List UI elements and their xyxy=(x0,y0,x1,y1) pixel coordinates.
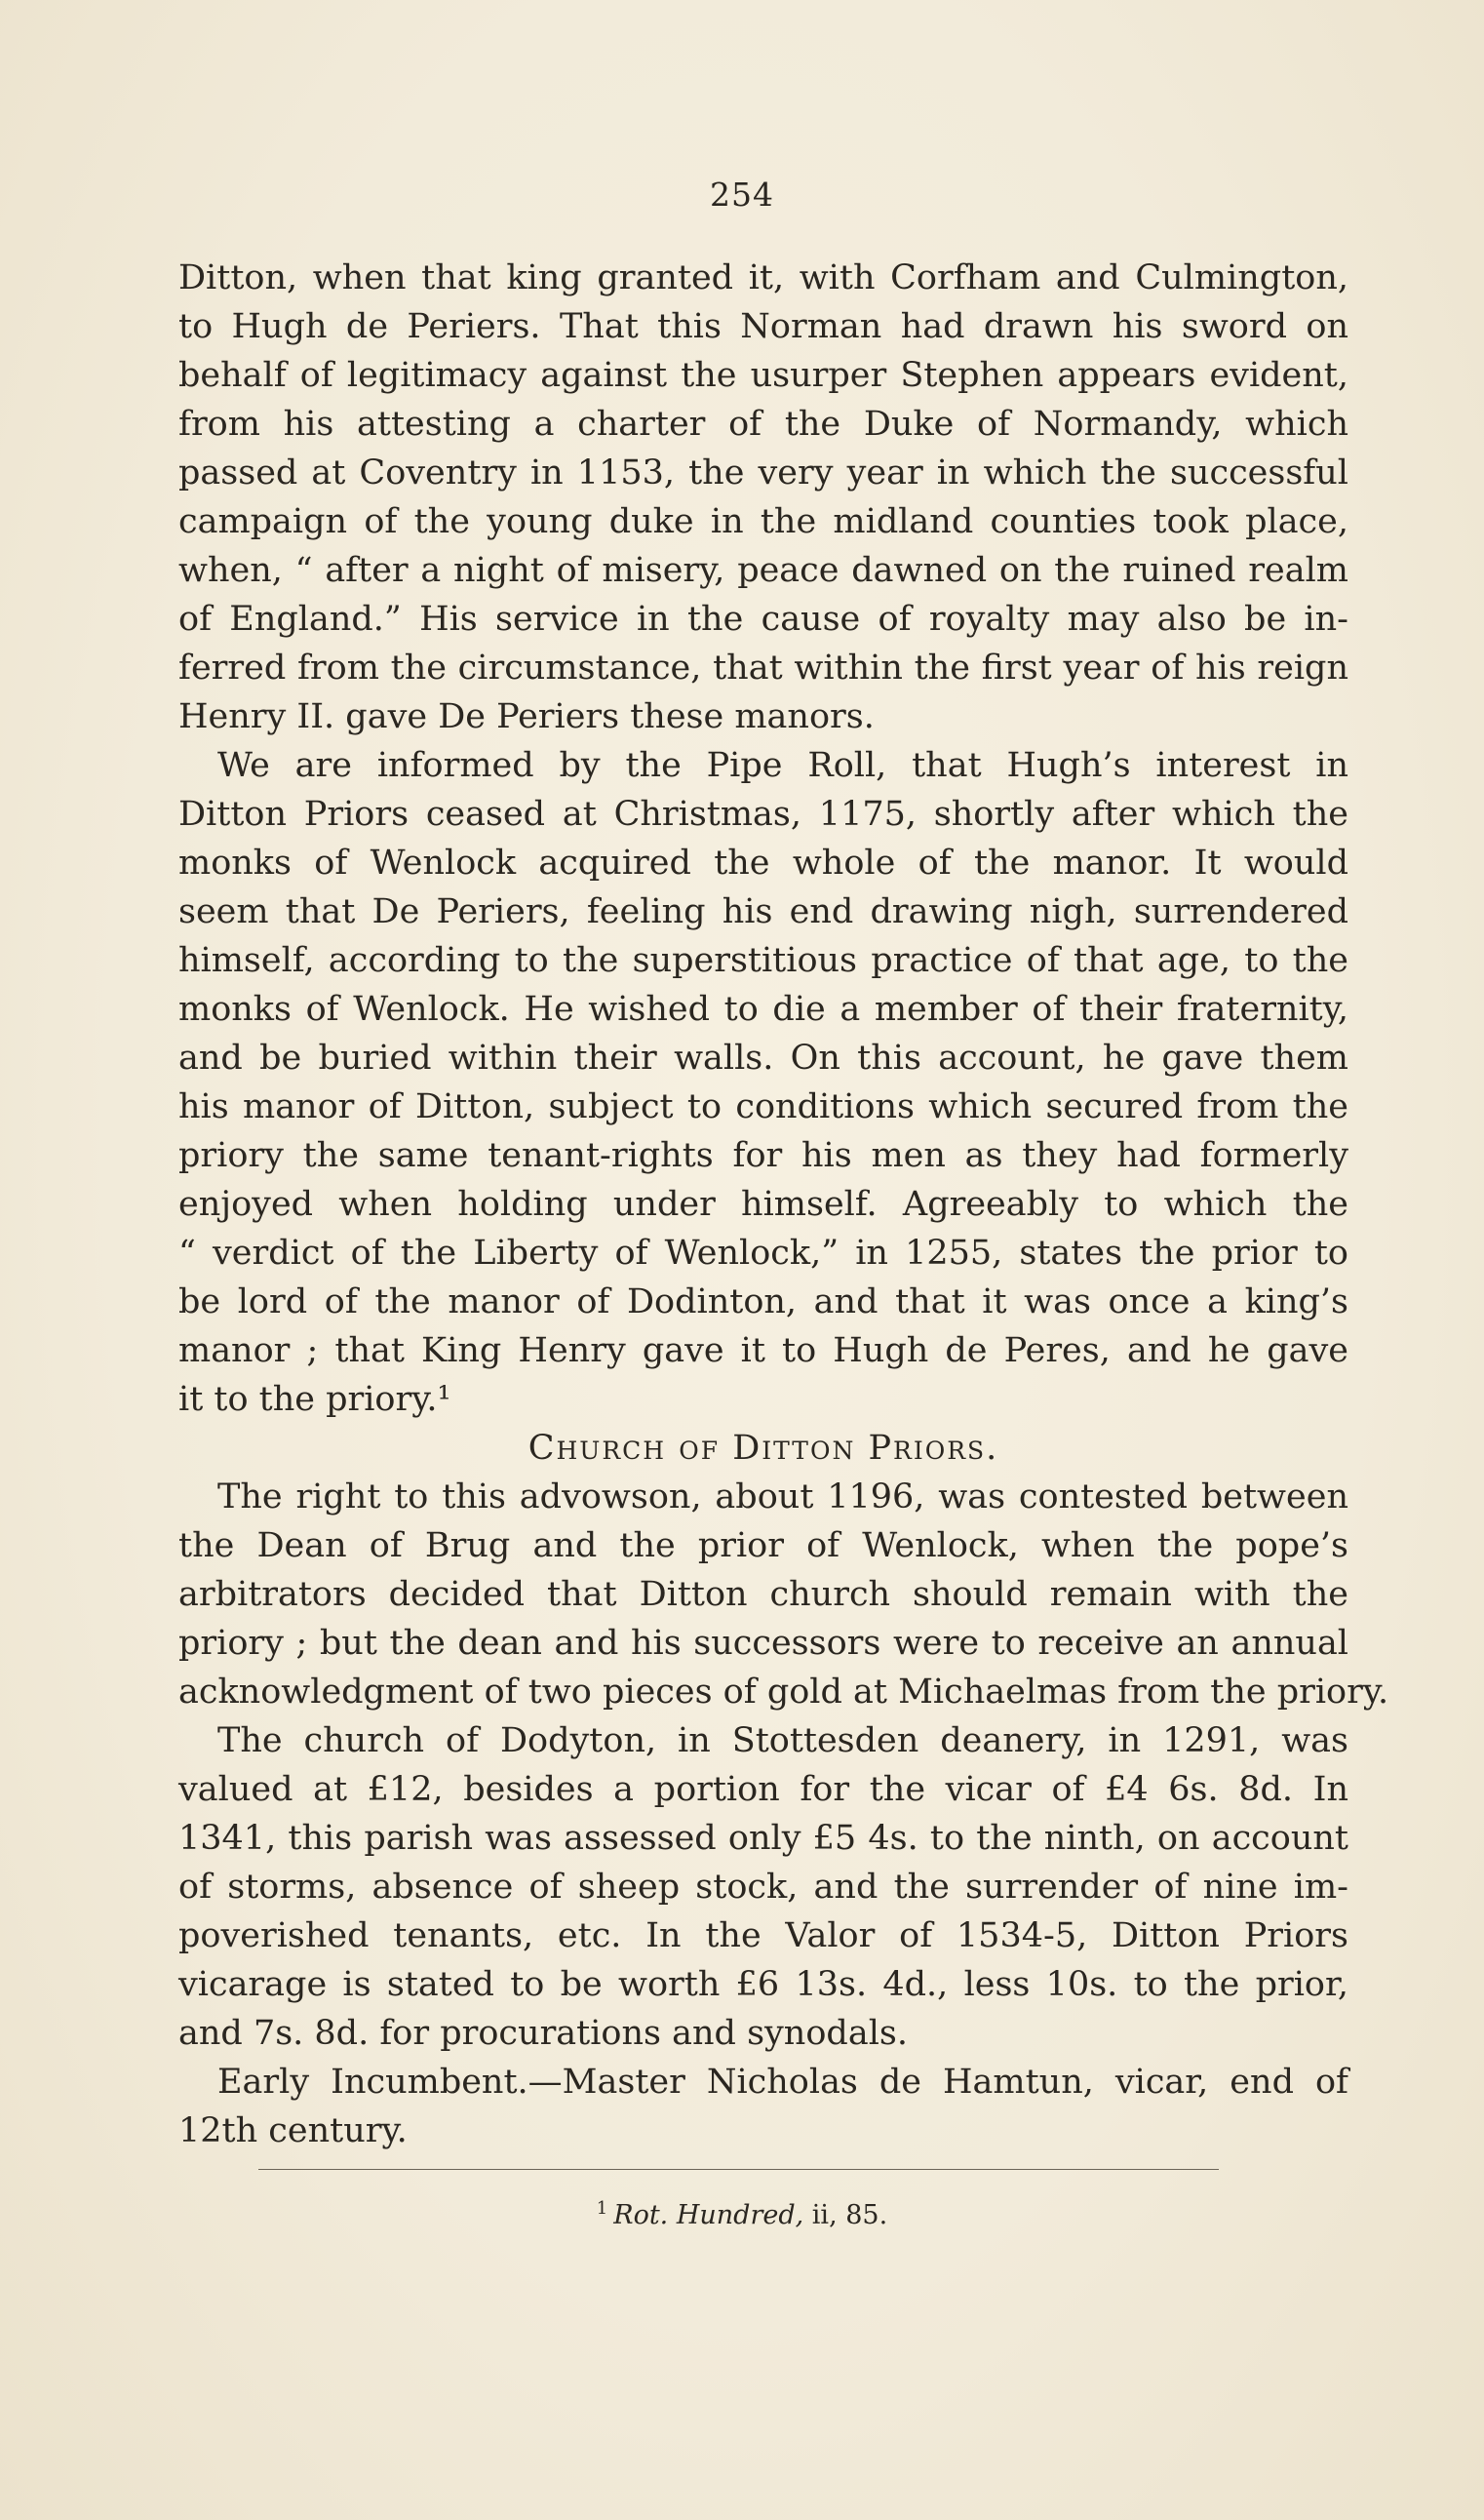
text-line: monks of Wenlock. He wished to die a member of their fraternity, xyxy=(178,990,1348,1029)
text-line: manor ; that King Henry gave it to Hugh de Peres, and he gave xyxy=(178,1331,1348,1370)
text-line: his manor of Ditton, subject to conditions which secured from the xyxy=(178,1087,1348,1126)
text-line: Ditton, when that king granted it, with Corfham and Culmington, xyxy=(178,258,1348,297)
text-line: Henry II. gave De Periers these manors. xyxy=(178,697,875,736)
footnote-reference: ii, 85. xyxy=(803,2200,888,2230)
text-line: to Hugh de Periers. That this Norman had drawn his sword on xyxy=(178,307,1348,346)
text-line: “ verdict of the Liberty of Wenlock,” in 1255, states the prior to xyxy=(178,1234,1348,1273)
text-line: priory the same tenant-rights for his men as they had formerly xyxy=(178,1136,1348,1175)
text-line: ferred from the circumstance, that within the first year of his reign xyxy=(178,649,1348,688)
footnote-divider xyxy=(258,2169,1219,2170)
text-line: arbitrators decided that Ditton church should remain with the xyxy=(178,1575,1348,1614)
text-line: We are informed by the Pipe Roll, that Hugh’s interest in xyxy=(217,746,1348,785)
text-line: 1341, this parish was assessed only £5 4s. to the ninth, on account xyxy=(178,1819,1348,1858)
text-line: The church of Dodyton, in Stottesden deanery, in 1291, was xyxy=(217,1721,1348,1760)
section-heading: Church of Ditton Priors. xyxy=(527,1429,999,1468)
text-line: vicarage is stated to be worth £6 13s. 4d., less 10s. to the prior, xyxy=(178,1965,1348,2004)
text-line: and 7s. 8d. for procurations and synodals. xyxy=(178,2014,908,2053)
text-line: be lord of the manor of Dodinton, and that it was once a king’s xyxy=(178,1282,1348,1321)
footnote-title: Rot. Hundred, xyxy=(613,2200,804,2230)
text-line: Early Incumbent.—Master Nicholas de Hamtun, vicar, end of xyxy=(217,2063,1348,2102)
text-line: of England.” His service in the cause of royalty may also be in- xyxy=(178,600,1348,639)
footnote-marker: 1 xyxy=(596,2198,608,2219)
text-line: valued at £12, besides a portion for the vicar of £4 6s. 8d. In xyxy=(178,1770,1348,1809)
text-line: 12th century. xyxy=(178,2111,408,2150)
text-line: himself, according to the superstitious practice of that age, to the xyxy=(178,941,1348,980)
text-line: when, “ after a night of misery, peace dawned on the ruined realm xyxy=(178,551,1348,590)
text-line: The right to this advowson, about 1196, was contested between xyxy=(217,1477,1348,1516)
text-line: and be buried within their walls. On this account, he gave them xyxy=(178,1039,1348,1078)
text-line: from his attesting a charter of the Duke of Normandy, which xyxy=(178,405,1348,444)
text-line: behalf of legitimacy against the usurper Stephen appears evident, xyxy=(178,356,1348,395)
text-line: it to the priory.¹ xyxy=(178,1380,451,1419)
body-text xyxy=(178,254,1389,2155)
page-number: 254 xyxy=(710,176,774,214)
text-line: poverished tenants, etc. In the Valor of 1534-5, Ditton Priors xyxy=(178,1916,1348,1955)
text-line: priory ; but the dean and his successors were to receive an annual xyxy=(178,1624,1348,1663)
text-line: enjoyed when holding under himself. Agreeably to which the xyxy=(178,1185,1348,1224)
text-line: passed at Coventry in 1153, the very year in which the successful xyxy=(178,453,1348,492)
text-line: campaign of the young duke in the midland counties took place, xyxy=(178,502,1348,541)
text-line: the Dean of Brug and the prior of Wenlock, when the pope’s xyxy=(178,1526,1348,1565)
text-line: monks of Wenlock acquired the whole of the manor. It would xyxy=(178,844,1348,883)
footnote xyxy=(0,2198,1484,2230)
text-line: Ditton Priors ceased at Christmas, 1175, shortly after which the xyxy=(178,795,1348,834)
text-line: acknowledgment of two pieces of gold at Michaelmas from the priory. xyxy=(178,1673,1389,1712)
text-line: seem that De Periers, feeling his end drawing nigh, surrendered xyxy=(178,892,1348,931)
text-line: of storms, absence of sheep stock, and the surrender of nine im- xyxy=(178,1868,1348,1907)
